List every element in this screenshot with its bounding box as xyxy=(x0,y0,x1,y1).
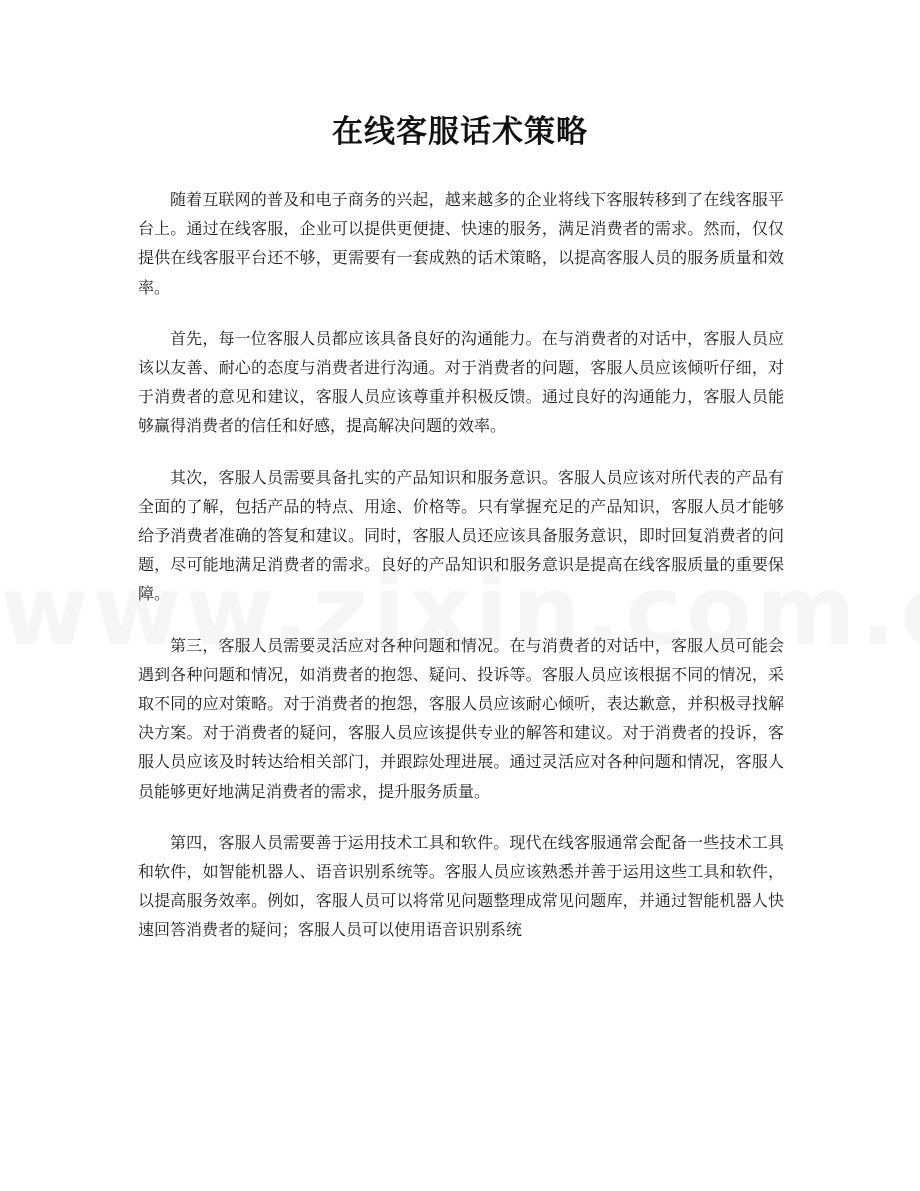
paragraph-1: 随着互联网的普及和电子商务的兴起，越来越多的企业将线下客服转移到了在线客服平台上。通过在线客服，企业可以提供更便捷、快速的服务，满足消费者的需求。然而，仅仅提供在线客服平台还不够，更需要有一套成熟的话术策略，以提高客服人员的服务质量和效率。 xyxy=(138,190,784,297)
document-body xyxy=(138,185,784,967)
page-title: 在线客服话术策略 xyxy=(332,114,588,150)
paragraph-3: 其次，客服人员需要具备扎实的产品知识和服务意识。客服人员应该对所代表的产品有全面的了解，包括产品的特点、用途、价格等。只有掌握充足的产品知识，客服人员才能够给予消费者准确的答复和建议。同时，客服人员还应该具备服务意识，即时回复消费者的问题，尽可能地满足消费者的需求。良好的产品知识和服务意识是提高在线客服质量的重要保障。 xyxy=(138,467,784,604)
paragraph-5: 第四，客服人员需要善于运用技术工具和软件。现代在线客服通常会配备一些技术工具和软件，如智能机器人、语音识别系统等。客服人员应该熟悉并善于运用这些工具和软件，以提高服务效率。例如，客服人员可以将常见问题整理成常见问题库，并通过智能机器人快速回答消费者的疑问；客服人员可以使用语音识别系统 xyxy=(138,832,784,940)
paragraph-4: 第三，客服人员需要灵活应对各种问题和情况。在与消费者的对话中，客服人员可能会遇到各种问题和情况，如消费者的抱怨、疑问、投诉等。客服人员应该根据不同的情况，采取不同的应对策略。对于消费者的抱怨，客服人员应该耐心倾听，表达歉意，并积极寻找解决方案。对于消费者的疑问，客服人员应该提供专业的解答和建议。对于消费者的投诉，客服人员应该及时转达给相关部门，并跟踪处理进展。通过灵活应对各种问题和情况，客服人员能够更好地满足消费者的需求，提升服务质量。 xyxy=(138,635,784,801)
paragraph-2: 首先，每一位客服人员都应该具备良好的沟通能力。在与消费者的对话中，客服人员应该以友善、耐心的态度与消费者进行沟通。对于消费者的问题，客服人员应该倾听仔细，对于消费者的意见和建议，客服人员应该尊重并积极反馈。通过良好的沟通能力，客服人员能够赢得消费者的信任和好感，提高解决问题的效率。 xyxy=(138,328,784,436)
